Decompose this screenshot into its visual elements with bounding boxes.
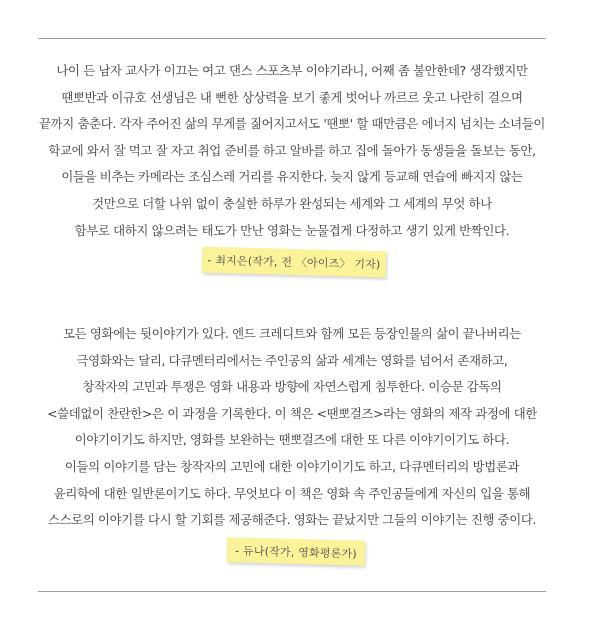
reviewer-credit-note-1 xyxy=(202,247,387,278)
review-1-line: 이들을 비추는 카메라는 조심스레 거리를 유지한다. 늦지 않게 등교해 연습에 빠지지 않는 xyxy=(61,169,523,185)
review-1-line: 끝까지 춤춘다. 각자 주어진 삶의 무게를 짊어지고서도 '땐뽀' 할 때만큼은 에너지 넘치는 소녀들이 xyxy=(39,116,545,132)
reviewer-credit-note-2 xyxy=(227,537,366,566)
review-1-line: 것만으로 더할 나위 없이 충실한 하루가 완성되는 세계와 그 세계의 무엇 하나 xyxy=(92,195,492,211)
review-1-line: 나이 든 남자 교사가 이끄는 여고 댄스 스포츠부 이야기라니, 어째 좀 불안한데? 생각했지만 xyxy=(56,63,528,78)
top-divider xyxy=(38,38,546,39)
review-2-line: 창작자의 고민과 투쟁은 영화 내용과 방향에 자연스럽게 침투한다. 이승문 감독의 xyxy=(82,379,502,395)
review-block-1 xyxy=(38,58,546,244)
reviewer-credit-2: - 듀나(작가, 영화평론가) xyxy=(234,543,357,561)
review-2-line: <쓸데없이 찬란한>은 이 과정을 기록한다. 이 책은 <땐뽀걸즈>라는 영화의 제작 과정에 대한 xyxy=(47,405,537,421)
review-block-2 xyxy=(38,321,546,534)
bottom-divider xyxy=(38,591,546,592)
review-1-line: 학교에 와서 잘 먹고 잘 자고 취업 준비를 하고 알바를 하고 집에 돌아가 동생들을 돌보는 동안, xyxy=(48,142,536,158)
review-2-line: 스스로의 이야기를 다시 할 기회를 제공해준다. 영화는 끝났지만 그들의 이야기는 진행 중이다. xyxy=(47,512,537,528)
review-2-line: 윤리학에 대한 일반론이기도 하다. 무엇보다 이 책은 영화 속 주인공들에게 자신의 입을 통해 xyxy=(53,485,531,501)
review-2-line: 극영화와는 달리, 다큐멘터리에서는 주인공의 삶과 세계는 영화를 넘어서 존재하고, xyxy=(76,352,508,368)
reviewer-credit-1: - 최지은(작가, 전 〈아이즈〉 기자) xyxy=(207,253,381,272)
review-1-line: 땐뽀반과 이규호 선생님은 내 뻔한 상상력을 보기 좋게 벗어나 까르르 웃고 나란히 걸으며 xyxy=(61,89,523,105)
review-2-line: 모든 영화에는 뒷이야기가 있다. 엔드 크레디트와 함께 모든 등장인물의 삶이 끝나버리는 xyxy=(63,326,521,341)
review-2-line: 이야기이기도 하지만, 영화를 보완하는 땐뽀걸즈에 대한 또 다른 이야기이기도 하다. xyxy=(74,432,510,448)
review-2-line: 이들의 이야기를 담는 창작자의 고민에 대한 이야기이기도 하고, 다큐멘터리의 방법론과 xyxy=(64,458,520,474)
review-1-line: 함부로 대하지 않으려는 태도가 만난 영화는 눈물겹게 다정하고 생기 있게 반짝인다. xyxy=(74,222,510,238)
